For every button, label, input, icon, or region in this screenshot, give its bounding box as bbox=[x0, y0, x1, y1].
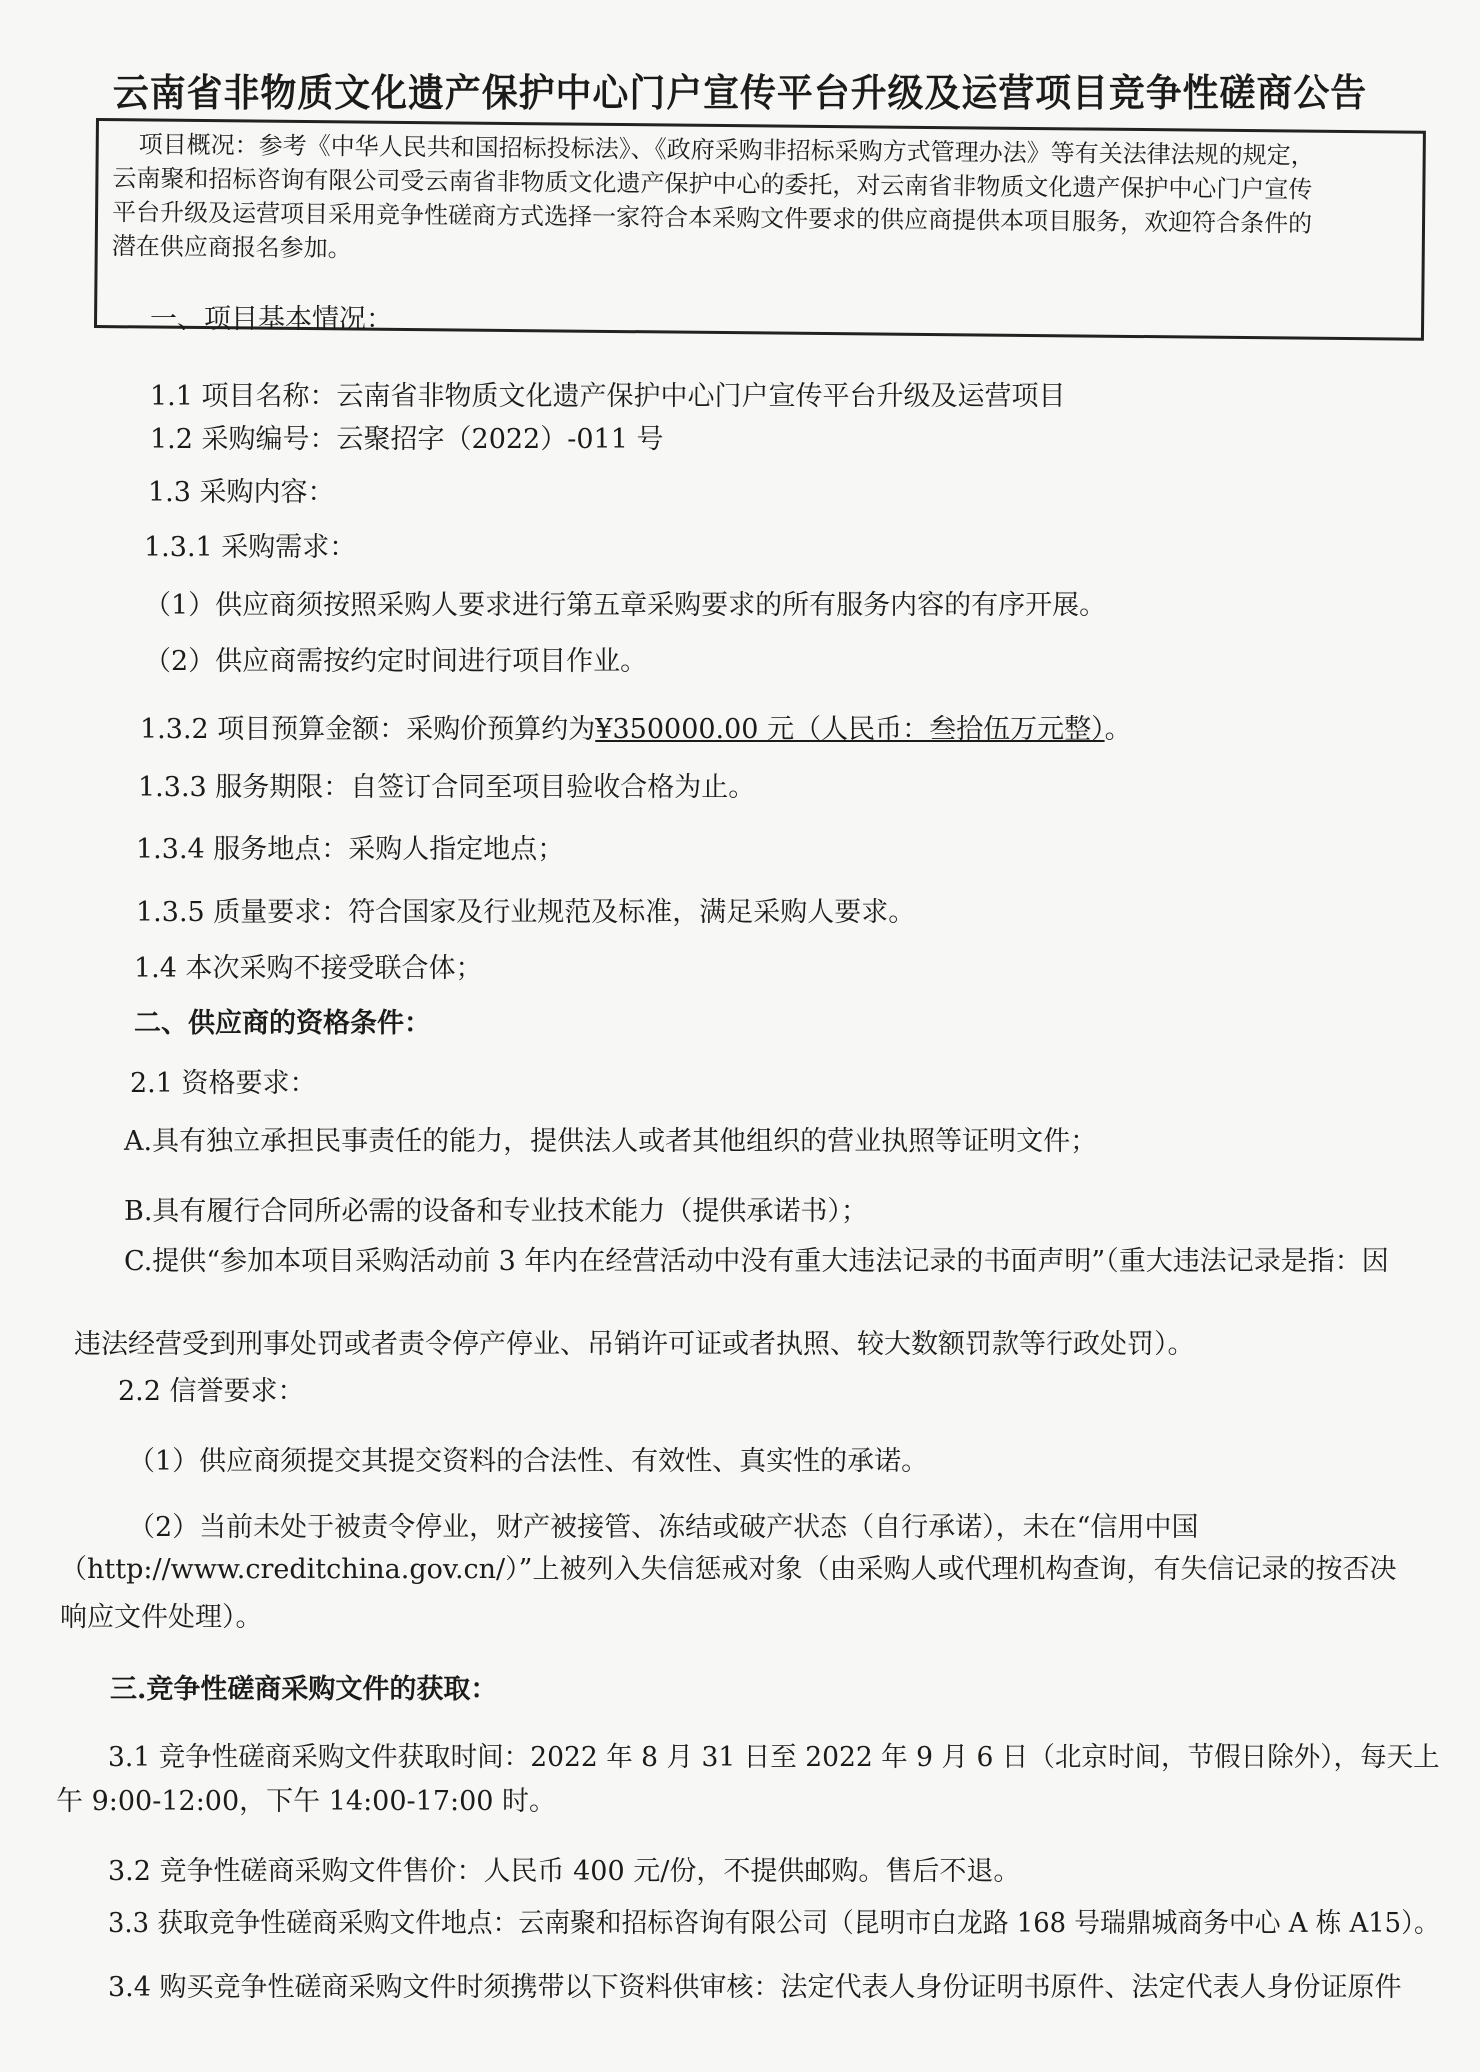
section-2-heading: 二、供应商的资格条件： bbox=[134, 1008, 431, 1039]
item-3-4: 3.4 购买竞争性磋商采购文件时须携带以下资料供审核：法定代表人身份证明书原件、法定代表人身份证原件 bbox=[108, 1972, 1402, 2003]
reputation-2-line-1: （2）当前未处于被责令停业，财产被接管、冻结或破产状态（自行承诺），未在“信用中国 bbox=[128, 1512, 1199, 1543]
section-3-heading: 三.竞争性磋商采购文件的获取： bbox=[110, 1674, 498, 1705]
item-3-1-line-2: 午 9:00-12:00，下午 14:00-17:00 时。 bbox=[56, 1786, 557, 1817]
item-1-3-3: 1.3.3 服务期限：自签订合同至项目验收合格为止。 bbox=[138, 772, 756, 803]
item-1-4: 1.4 本次采购不接受联合体； bbox=[134, 953, 483, 984]
reputation-1: （1）供应商须提交其提交资料的合法性、有效性、真实性的承诺。 bbox=[128, 1446, 929, 1477]
section-1-heading: 一、项目基本情况： bbox=[150, 304, 393, 335]
requirement-2: （2）供应商需按约定时间进行项目作业。 bbox=[144, 646, 648, 677]
item-1-3-2 bbox=[140, 712, 1132, 748]
qualification-c-line-1: C.提供“参加本项目采购活动前 3 年内在经营活动中没有重大违法记录的书面声明”（重大违法记录是指：因 bbox=[124, 1246, 1389, 1277]
overview-line-1: 项目概况：参考《中华人民共和国招标投标法》、《政府采购非招标采购方式管理办法》等有关法律法规的规定， bbox=[138, 130, 1315, 170]
item-2-1: 2.1 资格要求： bbox=[130, 1068, 317, 1099]
document-title: 云南省非物质文化遗产保护中心门户宣传平台升级及运营项目竞争性磋商公告 bbox=[112, 71, 1368, 115]
budget-amount: ¥350000.00 元（人民币：叁拾伍万元整） bbox=[595, 714, 1105, 745]
qualification-b: B.具有履行合同所必需的设备和专业技术能力（提供承诺书）； bbox=[124, 1196, 868, 1227]
item-1-1: 1.1 项目名称：云南省非物质文化遗产保护中心门户宣传平台升级及运营项目 bbox=[150, 381, 1066, 412]
item-1-2: 1.2 采购编号：云聚招字（2022）-011 号 bbox=[150, 424, 664, 455]
item-3-1-line-1: 3.1 竞争性磋商采购文件获取时间：2022 年 8 月 31 日至 2022 年 9 月 6 日（北京时间，节假日除外），每天上 bbox=[108, 1742, 1440, 1773]
overview-line-4: 潜在供应商报名参加。 bbox=[111, 232, 352, 263]
reputation-2-line-3: 响应文件处理）。 bbox=[60, 1602, 263, 1633]
qualification-a: A.具有独立承担民事责任的能力，提供法人或者其他组织的营业执照等证明文件； bbox=[124, 1126, 1098, 1157]
item-2-2: 2.2 信誉要求： bbox=[118, 1376, 305, 1407]
item-1-3-4: 1.3.4 服务地点：采购人指定地点； bbox=[136, 834, 565, 865]
requirement-1: （1）供应商须按照采购人要求进行第五章采购要求的所有服务内容的有序开展。 bbox=[144, 590, 1107, 621]
overview-line-2: 云南聚和招标咨询有限公司受云南省非物质文化遗产保护中心的委托，对云南省非物质文化遗产保护中心门户宣传 bbox=[112, 164, 1313, 204]
budget-label: 1.3.2 项目预算金额：采购价预算约为 bbox=[140, 714, 596, 745]
item-1-3-5: 1.3.5 质量要求：符合国家及行业规范及标准，满足采购人要求。 bbox=[136, 897, 916, 928]
reputation-2-line-2: （http://www.creditchina.gov.cn/）”上被列入失信惩戒对象（由采购人或代理机构查询，有失信记录的按否决 bbox=[60, 1554, 1397, 1585]
item-1-3-1: 1.3.1 采购需求： bbox=[144, 532, 357, 563]
item-3-2: 3.2 竞争性磋商采购文件售价：人民币 400 元/份，不提供邮购。售后不退。 bbox=[108, 1856, 1021, 1887]
item-1-3: 1.3 采购内容： bbox=[148, 477, 335, 508]
overview-line-3: 平台升级及运营项目采用竞争性磋商方式选择一家符合本采购文件要求的供应商提供本项目服务，欢迎符合条件的 bbox=[111, 198, 1313, 238]
qualification-c-line-2: 违法经营受到刑事处罚或者责令停产停业、吊销许可证或者执照、较大数额罚款等行政处罚）。 bbox=[74, 1329, 1195, 1360]
budget-suffix: 。 bbox=[1104, 714, 1132, 745]
item-3-3: 3.3 获取竞争性磋商采购文件地点：云南聚和招标咨询有限公司（昆明市白龙路 168 号瑞鼎城商务中心 A 栋 A15）。 bbox=[108, 1908, 1440, 1939]
